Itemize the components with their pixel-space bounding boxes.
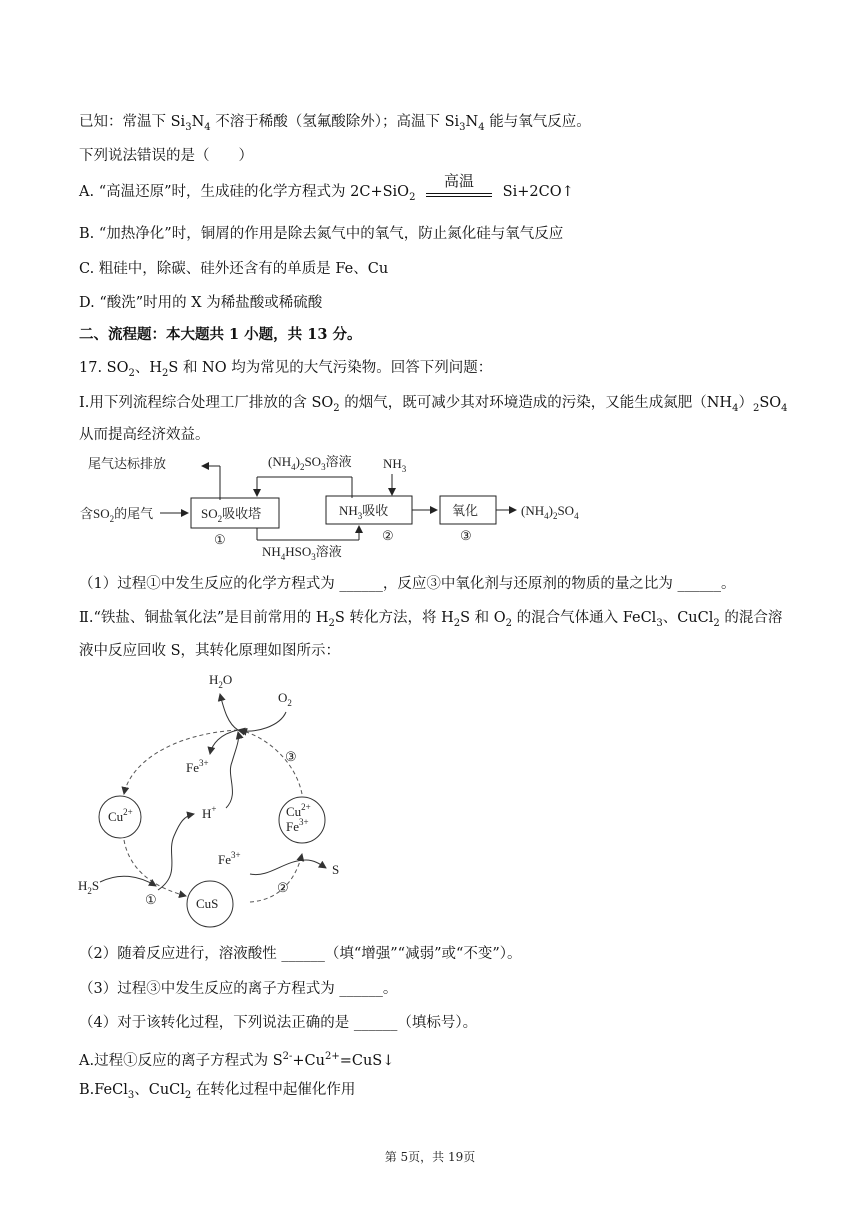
part-ii-intro-cont: 液中反应回收 S，其转化原理如图所示：: [79, 643, 341, 659]
question-stem: 下列说法错误的是（ ）: [79, 148, 253, 164]
known-condition: 已知：常温下 $Si_3N_4$ 不溶于稀酸（氢氟酸除外）；高温下 $Si_3N_4$ 能与氧气反应。: [79, 114, 591, 133]
step-1-marker: ①: [214, 532, 226, 547]
so2-treatment-flow-diagram: [0, 452, 860, 572]
step-1-marker-cycle: ①: [145, 892, 157, 907]
step-3-marker: ③: [460, 528, 472, 543]
svg-text:NH3吸收: $NH_3$吸收: [339, 503, 389, 521]
option-c: C. 粗硅中，除碳、硅外还含有的单质是 Fe、Cu: [79, 261, 389, 277]
section-heading: 二、流程题：本大题共 1 小题，共 13 分。: [79, 326, 362, 343]
ammonium-bisulfite-solution-label: $NH_4HSO_3$溶液: [262, 544, 342, 562]
h2s-conversion-cycle-diagram: [70, 664, 390, 934]
tail-gas-out-label: 尾气达标排放: [88, 456, 167, 471]
step-3-marker-cycle: ③: [285, 749, 297, 764]
water-label: $H_2O$: [209, 672, 233, 690]
part-ii-intro: Ⅱ.“铁盐、铜盐氧化法”是目前常用的 $H_2S$ 转化方法，将 $H_2S$ 和 $O_2$ 的混合气体通入 FeCl$_3$、CuCl$_2$ 的混合溶: [79, 610, 783, 629]
option-b: B. “加热净化”时，铜屑的作用是除去氮气中的氧气，防止氮化硅与氧气反应: [79, 226, 564, 242]
question-17-stem: 17. $SO_2$、$H_2S$ 和 NO 均为常见的大气污染物。回答下列问题：: [79, 360, 493, 379]
svg-text:Fe3+: $Fe^{3+}$: [286, 817, 309, 834]
step-2-marker: ②: [382, 528, 394, 543]
flue-gas-in-label: 含$SO_2$的尾气: [80, 506, 154, 524]
part-i-intro: Ⅰ.用下列流程综合处理工厂排放的含 $SO_2$ 的烟气，既可减少其对环境造成的污染，又能生成氮肥$(NH_4)_2SO_4$: [79, 395, 788, 414]
sulfur-label: S: [332, 862, 340, 877]
oxygen-label: $O_2$: [278, 690, 292, 708]
ammonium-sulfate-product-label: $(NH_4)_2SO_4$: [521, 503, 579, 521]
question-2: （2）随着反应进行，溶液酸性 ______（填“增强”“减弱”或“不变”）。: [79, 946, 522, 962]
page-footer: 第 5页，共 19页: [384, 1150, 476, 1164]
ammonium-sulfite-solution-label: $(NH_4)_2SO_3$溶液: [268, 454, 352, 472]
ferric-ion-bottom-label: $Fe^{3+}$: [218, 850, 241, 867]
svg-text:SO2吸收塔: $SO_2$吸收塔: [201, 506, 262, 524]
svg-text:CuS: CuS: [196, 896, 219, 911]
question-1: （1）过程①中发生反应的化学方程式为 ______，反应③中氧化剂与还原剂的物质的量之比为 ______。: [79, 576, 736, 592]
ammonia-label: $NH_3$: [383, 456, 407, 474]
ferric-ion-top-label: $Fe^{3+}$: [186, 758, 209, 775]
step-2-marker-cycle: ②: [277, 880, 289, 895]
option-d: D. “酸洗”时用的 X 为稀盐酸或稀硫酸: [79, 295, 323, 311]
option-a-2: A.过程①反应的离子方程式为 $S^{2-}+Cu^{2+}=CuS↓$: [79, 1051, 395, 1069]
svg-text:Cu2+: $Cu^{2+}$: [108, 807, 133, 824]
question-3: （3）过程③中发生反应的离子方程式为 ______。: [79, 981, 398, 997]
hydrogen-ion-label: H+: [202, 804, 217, 821]
question-4: （4）对于该转化过程，下列说法正确的是 ______（填标号）。: [79, 1015, 478, 1031]
svg-text:氧化: 氧化: [452, 503, 479, 518]
option-a: A. “高温还原”时，生成硅的化学方程式为 2C+SiO$_2$ 高温 Si+2CO↑: [79, 172, 574, 203]
hydrogen-sulfide-label: $H_2S$: [78, 878, 100, 896]
svg-text:Cu2+: $Cu^{2+}$: [286, 802, 311, 819]
option-b-2: B.FeCl$_3$、CuCl$_2$ 在转化过程中起催化作用: [79, 1082, 356, 1101]
part-i-intro-cont: 从而提高经济效益。: [79, 427, 210, 443]
reaction-condition-equals: 高温: [424, 182, 494, 202]
